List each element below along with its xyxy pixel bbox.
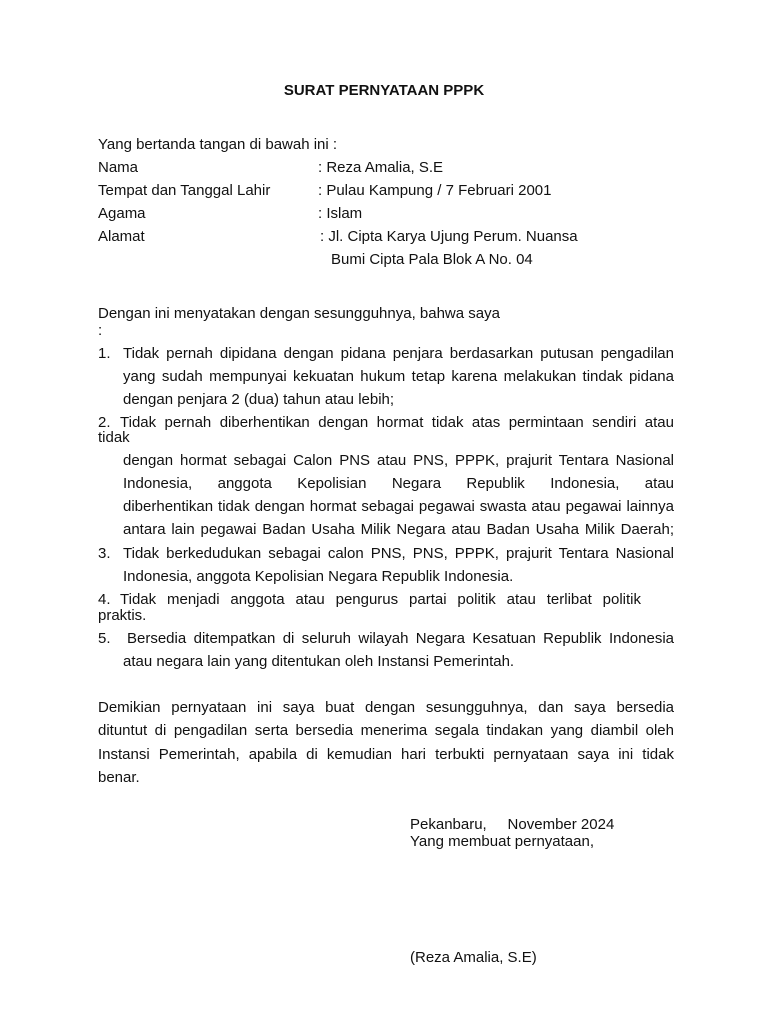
item-2-line-5: antara lain pegawai Badan Usaha Milik Negara atau Badan Usaha Milik Daerah; xyxy=(123,521,674,538)
item-4-number: 4. xyxy=(98,591,111,608)
name-label: Nama xyxy=(98,159,139,176)
item-3-line-2: Indonesia, anggota Kepolisian Negara Republik Indonesia. xyxy=(123,568,514,585)
name-value: : Reza Amalia, S.E xyxy=(318,159,444,176)
item-3-number: 3. xyxy=(98,545,111,562)
item-2-line-4: diberhentikan tidak dengan hormat sebagai pegawai swasta atau pegawai lainnya xyxy=(123,498,674,515)
item-2-number: 2. xyxy=(98,414,111,431)
item-2-line-3: Indonesia, anggota Kepolisian Negara Republik Indonesia, atau xyxy=(123,475,674,492)
item-1-number: 1. xyxy=(98,345,111,362)
religion-label: Agama xyxy=(98,205,146,222)
document-title: SURAT PERNYATAAN PPPK xyxy=(283,82,485,99)
item-3-line-1: Tidak berkedudukan sebagai calon PNS, PNS, PPPK, prajurit Tentara Nasional xyxy=(123,545,674,562)
item-2-line-2: dengan hormat sebagai Calon PNS atau PNS, PPPK, prajurit Tentara Nasional xyxy=(123,452,674,469)
place-date: Pekanbaru, November 2024 xyxy=(410,816,615,833)
closing-line-4: benar. xyxy=(98,769,140,786)
item-2-line-1-wrap: tidak xyxy=(98,429,130,446)
address-value-line-2: Bumi Cipta Pala Blok A No. 04 xyxy=(331,251,533,268)
item-5-line-1: Bersedia ditempatkan di seluruh wilayah Negara Kesatuan Republik Indonesia xyxy=(127,630,674,647)
birth-value: : Pulau Kampung / 7 Februari 2001 xyxy=(318,182,552,199)
signature-maker-label: Yang membuat pernyataan, xyxy=(410,833,595,850)
closing-line-2: dituntut di pengadilan serta bersedia menerima segala tindakan yang diambil oleh xyxy=(98,722,674,739)
religion-value: : Islam xyxy=(318,205,363,222)
item-5-number: 5. xyxy=(98,630,111,647)
item-1-line-3: dengan penjara 2 (dua) tahun atau lebih; xyxy=(123,391,395,408)
item-1-line-1: Tidak pernah dipidana dengan pidana penjara berdasarkan putusan pengadilan xyxy=(123,345,674,362)
intro-text: Yang bertanda tangan di bawah ini : xyxy=(98,136,338,153)
signatory-name: (Reza Amalia, S.E) xyxy=(410,949,537,966)
item-4-line-1: Tidak menjadi anggota atau pengurus partai politik atau terlibat politik xyxy=(120,591,641,608)
item-2-line-1: Tidak pernah diberhentikan dengan hormat tidak atas permintaan sendiri atau xyxy=(120,414,674,431)
statement-intro-colon: : xyxy=(98,322,103,339)
statement-intro: Dengan ini menyatakan dengan sesungguhnya, bahwa saya xyxy=(98,305,500,322)
closing-line-1: Demikian pernyataan ini saya buat dengan sesungguhnya, dan saya bersedia xyxy=(98,699,674,716)
item-5-line-2: atau negara lain yang ditentukan oleh Instansi Pemerintah. xyxy=(123,653,515,670)
item-4-line-1-wrap: praktis. xyxy=(98,607,147,624)
closing-line-3: Instansi Pemerintah, apabila di kemudian hari terbukti pernyataan saya ini tidak xyxy=(98,746,674,763)
birth-label: Tempat dan Tanggal Lahir xyxy=(98,182,271,199)
address-label: Alamat xyxy=(98,228,145,245)
item-1-line-2: yang sudah mempunyai kekuatan hukum tetap karena melakukan tindak pidana xyxy=(123,368,674,385)
address-value-line-1: : Jl. Cipta Karya Ujung Perum. Nuansa xyxy=(320,228,578,245)
